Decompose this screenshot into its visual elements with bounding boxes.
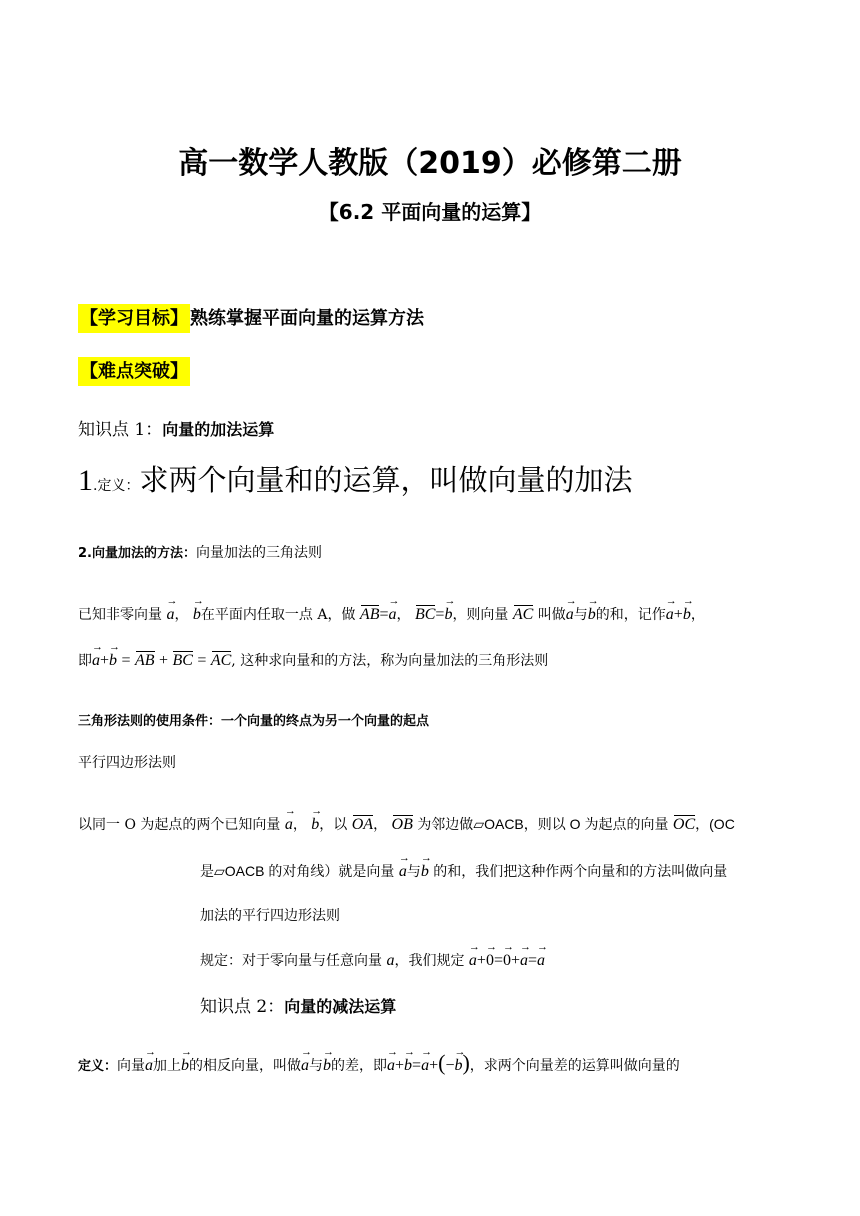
para4-text-2: OACB 的对角线）就是向量 (224, 863, 395, 879)
para1-text-1: 已知非零向量 (78, 607, 162, 623)
right-paren: ) (462, 1050, 470, 1075)
equals-sign: = (412, 1057, 422, 1074)
equals-sign: = (493, 952, 503, 969)
para3-text-7: ，(OC (695, 816, 735, 832)
plus-sign: + (429, 1057, 439, 1074)
vector-a: a → (666, 606, 674, 624)
vector-a: a → (537, 952, 545, 970)
method-text: 向量加法的三角法则 (195, 545, 322, 561)
knowledge-point-2 (200, 992, 396, 1017)
vector-BC: BC (172, 652, 193, 669)
def1-label: .定义： (93, 478, 140, 494)
plus-sign: + (395, 1057, 405, 1074)
vector-AC: AC (210, 652, 232, 669)
zero-vector: 0 → (503, 952, 511, 970)
learning-goal (78, 304, 424, 330)
vector-OB: OB (391, 816, 413, 833)
vector-OA: OA (351, 816, 374, 833)
def2-text-4: 与 (309, 1058, 324, 1074)
def2-text-6: ，求两个向量差的运算叫做向量的 (469, 1058, 680, 1074)
vector-b: b → (109, 652, 117, 670)
vector-AB: AB (359, 606, 380, 623)
vector-a: a → (421, 1057, 429, 1075)
triangle-rule-condition: 三角形法则的使用条件：一个向量的终点为另一个向量的起点 (78, 714, 430, 729)
parallelogram-icon: ▱ (214, 864, 225, 880)
plus-sign: + (100, 652, 110, 669)
vector-a: a → (520, 952, 528, 970)
para1-text-7: 与 (573, 607, 588, 623)
rule-text-1: 规定：对于零向量与任意向量 (200, 953, 382, 969)
rule-text-2: ，我们规定 (394, 953, 465, 969)
para1-text-9: ， (690, 607, 705, 623)
para1-text-3: 在平面内任取一点 A，做 (200, 607, 356, 623)
paragraph-parallelogram-3: 加法的平行四边形法则 (200, 908, 340, 924)
paragraph-triangle-1 (78, 604, 705, 624)
para2-text-1: 即 (78, 653, 92, 669)
equals-sign: = (121, 652, 131, 669)
vector-b: b → (588, 606, 596, 624)
difficulty-label: 【难点突破】 (78, 357, 190, 386)
def2-text-1: 向量 (117, 1058, 146, 1074)
vector-a: a → (285, 816, 293, 834)
equals-sign: = (435, 606, 445, 623)
para1-text-8: 的和，记作 (595, 607, 666, 623)
para1-text-5: ，则向量 (452, 607, 509, 623)
document-title: 高一数学人教版（2019）必修第二册 (178, 146, 682, 181)
para3-text-6: OACB，则以 O 为起点的向量 (484, 816, 669, 832)
vector-AB: AB (134, 652, 155, 669)
left-paren: ( (438, 1050, 446, 1075)
paragraph-parallelogram-2 (200, 861, 727, 881)
definition-1 (78, 460, 632, 506)
plus-sign: + (510, 952, 520, 969)
plus-sign: + (476, 952, 486, 969)
kp2-prefix: 知识点 2： (200, 997, 285, 1017)
learning-goal-label: 【学习目标】 (78, 304, 190, 333)
para3-text-5: 为邻边做 (417, 817, 474, 833)
parallelogram-rule-heading: 平行四边形法则 (78, 755, 176, 771)
vector-b: b → (181, 1057, 189, 1075)
vector-a: a → (166, 606, 174, 624)
vector-a: a → (301, 1057, 309, 1075)
equals-sign: = (197, 652, 207, 669)
para2-text-2: , 这种求向量和的方法，称为向量加法的三角形法则 (231, 653, 549, 669)
vector-b: b → (311, 816, 319, 834)
kp1-title: 向量的加法运算 (162, 420, 275, 439)
vector-a-plain: a (386, 952, 395, 969)
vector-b: b → (454, 1057, 462, 1075)
knowledge-point-1 (78, 415, 274, 440)
vector-b: b → (683, 606, 691, 624)
para4-text-4: 的和，我们把这种作两个向量和的方法叫做向量 (433, 864, 728, 880)
vector-AC: AC (512, 606, 534, 623)
para3-text-1: 以同一 O 为起点的两个已知向量 (78, 817, 281, 833)
para1-text-4: ， (396, 607, 411, 623)
def2-text-2: 加上 (153, 1058, 182, 1074)
parallelogram-icon: ▱ (473, 817, 485, 833)
vector-b: b → (193, 606, 201, 624)
paragraph-parallelogram-1 (78, 814, 735, 834)
para3-text-4: ， (373, 817, 388, 833)
definition-subtraction (78, 1050, 680, 1076)
def2-text-3: 的相反向量，叫做 (189, 1058, 302, 1074)
para3-text-2: ， (292, 817, 307, 833)
minus-sign: − (445, 1057, 455, 1074)
method-label: 2.向量加法的方法： (78, 546, 196, 561)
zero-vector: 0 → (486, 952, 494, 970)
difficulty-heading (78, 357, 190, 383)
def2-label: 定义： (78, 1059, 118, 1074)
vector-a: a → (399, 863, 407, 881)
zero-vector-rule (200, 950, 545, 970)
vector-OC: OC (672, 816, 696, 833)
vector-a: a → (389, 606, 397, 624)
vector-b: b → (444, 606, 452, 624)
para1-text-6: 叫做 (537, 607, 566, 623)
def2-text-5: 的差，即 (331, 1058, 388, 1074)
plus-sign: + (673, 606, 683, 623)
vector-a: a → (145, 1057, 153, 1075)
learning-goal-text: 熟练掌握平面向量的运算方法 (190, 308, 424, 329)
vector-b: b → (421, 863, 429, 881)
equals-sign: = (379, 606, 389, 623)
def1-number: 1 (78, 464, 93, 497)
vector-a: a → (566, 606, 574, 624)
def1-text: 求两个向量和的运算，叫做向量的加法 (139, 463, 633, 497)
vector-a: a → (92, 652, 100, 670)
plus-sign: + (158, 652, 168, 669)
vector-a: a → (469, 952, 477, 970)
para4-text-3: 与 (406, 864, 421, 880)
kp2-title: 向量的减法运算 (284, 997, 397, 1016)
document-subtitle: 【6.2 平面向量的运算】 (318, 200, 542, 224)
paragraph-triangle-2 (78, 650, 548, 670)
vector-b: b → (404, 1057, 412, 1075)
para4-text-1: 是 (200, 864, 214, 880)
kp1-prefix: 知识点 1： (78, 420, 163, 440)
addition-method (78, 542, 322, 562)
vector-b: b → (323, 1057, 331, 1075)
para3-text-3: ，以 (319, 817, 348, 833)
equals-sign: = (528, 952, 538, 969)
vector-a: a → (387, 1057, 395, 1075)
para1-text-2: ， (174, 607, 189, 623)
vector-BC: BC (414, 606, 436, 623)
